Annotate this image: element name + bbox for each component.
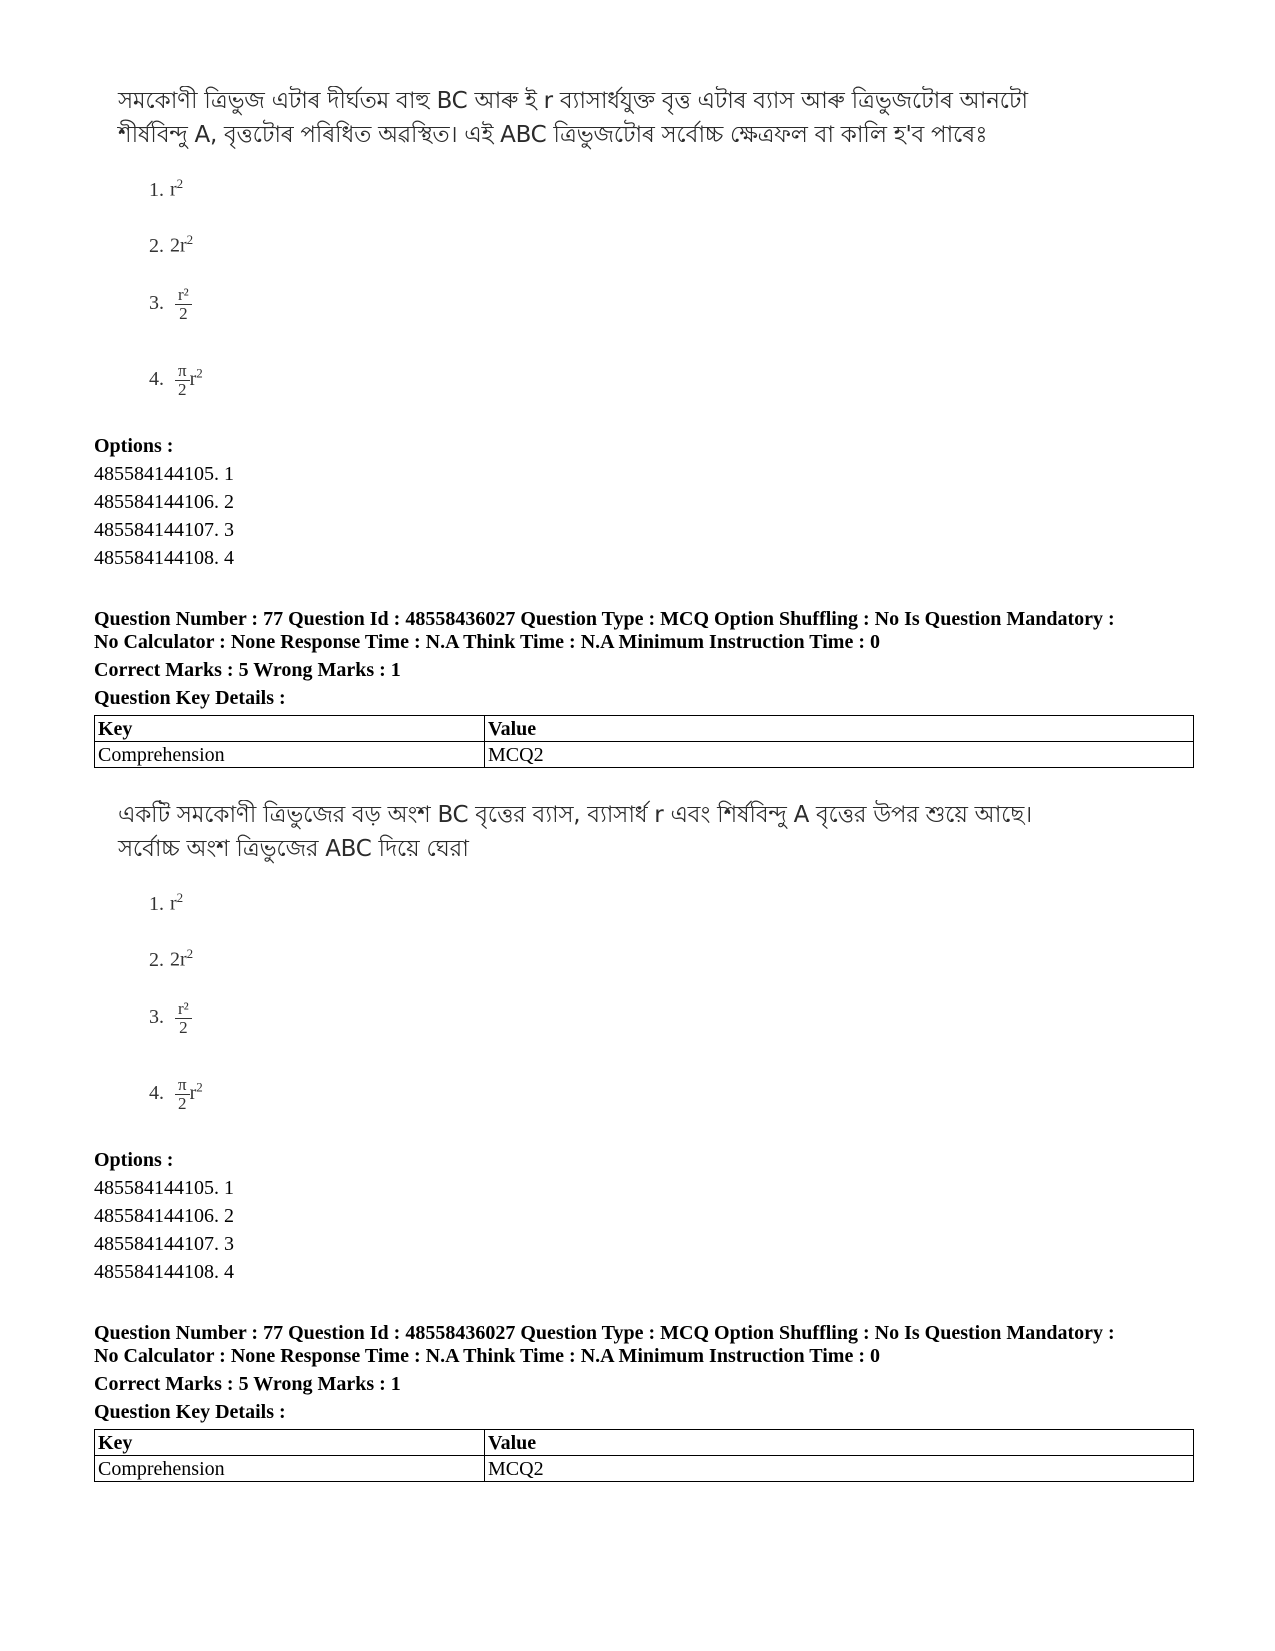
key-details-label: Question Key Details :	[94, 1401, 286, 1423]
option-row: 485584144105. 1	[94, 463, 234, 485]
key-value-table	[94, 715, 1194, 768]
question-1-line-1: সমকোণী ত্ৰিভুজ এটাৰ দীৰ্ঘতম বাহু BC আৰু ই r ব্যাসাৰ্ধযুক্ত বৃত্ত এটাৰ ব্যাস আৰু ত্ৰিভুজটোৰ আনটো	[118, 88, 1028, 114]
question-2-choice-4: 4. $\frac{\pi}{2}$ $r^2$	[149, 1075, 203, 1113]
fraction: $\frac{\text{r²}}{2}$	[175, 1000, 192, 1037]
question-2-line-2: সর্বোচ্চ অংশ ত্রিভুজের ABC দিয়ে ঘেরা	[118, 836, 469, 862]
question-meta	[94, 1322, 1194, 1368]
key-value-table	[94, 1429, 1194, 1482]
table-header-value: Value	[485, 1430, 1194, 1456]
table-header-value: Value	[485, 716, 1194, 742]
key-details-label: Question Key Details :	[94, 687, 286, 709]
question-meta-line-1: Question Number : 77 Question Id : 48558436027 Question Type : MCQ Option Shuffling : No Is Question Mandatory :	[94, 608, 1115, 630]
table-cell-value: MCQ2	[485, 1456, 1194, 1482]
question-1-choice-1: 1. $r^2$	[149, 176, 184, 201]
table-header-key: Key	[95, 716, 485, 742]
question-2-choice-3: 3. $\frac{\text{r²}}{2}$	[149, 1000, 192, 1037]
option-row: 485584144106. 2	[94, 491, 234, 513]
question-meta-line-2: No Calculator : None Response Time : N.A Think Time : N.A Minimum Instruction Time : 0	[94, 631, 880, 653]
question-meta-line-1: Question Number : 77 Question Id : 48558436027 Question Type : MCQ Option Shuffling : No Is Question Mandatory :	[94, 1322, 1115, 1344]
fraction: $\frac{\text{r²}}{2}$	[175, 286, 192, 323]
question-1-choice-2: 2. $2r^2$	[149, 232, 194, 257]
question-2-text	[118, 798, 1128, 866]
question-meta-line-2: No Calculator : None Response Time : N.A Think Time : N.A Minimum Instruction Time : 0	[94, 1345, 880, 1367]
question-1-line-2: শীৰ্ষবিন্দু A, বৃত্তটোৰ পৰিধিত অৱস্থিত। এই ABC ত্ৰিভুজটোৰ সৰ্বোচ্চ ক্ষেত্ৰফল বা কালি হ'ব পাৰেঃ	[118, 122, 988, 148]
question-2-choice-1: 1. $r^2$	[149, 890, 184, 915]
table-cell-key: Comprehension	[95, 742, 485, 768]
option-row: 485584144108. 4	[94, 1261, 234, 1283]
table-row	[95, 1456, 1194, 1482]
question-1-text	[118, 84, 1128, 152]
option-row: 485584144108. 4	[94, 547, 234, 569]
option-row: 485584144107. 3	[94, 1233, 234, 1255]
question-1-choice-3: 3. $\frac{\text{r²}}{2}$	[149, 286, 192, 323]
table-cell-value: MCQ2	[485, 742, 1194, 768]
option-row: 485584144105. 1	[94, 1177, 234, 1199]
fraction: $\frac{\pi}{2}$	[175, 362, 190, 399]
table-header-row	[95, 1430, 1194, 1456]
table-header-row	[95, 716, 1194, 742]
option-row: 485584144107. 3	[94, 519, 234, 541]
option-row: 485584144106. 2	[94, 1205, 234, 1227]
question-meta	[94, 608, 1194, 654]
table-row	[95, 742, 1194, 768]
marks-line: Correct Marks : 5 Wrong Marks : 1	[94, 659, 401, 681]
table-header-key: Key	[95, 1430, 485, 1456]
options-label: Options :	[94, 435, 174, 457]
options-label: Options :	[94, 1149, 174, 1171]
table-cell-key: Comprehension	[95, 1456, 485, 1482]
question-2-choice-2: 2. $2r^2$	[149, 946, 194, 971]
marks-line: Correct Marks : 5 Wrong Marks : 1	[94, 1373, 401, 1395]
question-2-line-1: একটি সমকোণী ত্রিভুজের বড় অংশ BC বৃত্তের ব্যাস, ব্যাসার্ধ r এবং শির্ষবিন্দু A বৃত্তের উপর শুয়ে আছে।	[118, 802, 1032, 828]
fraction: $\frac{\pi}{2}$	[175, 1076, 190, 1113]
question-1-choice-4: 4. $\frac{\pi}{2}$ $r^2$	[149, 361, 203, 399]
